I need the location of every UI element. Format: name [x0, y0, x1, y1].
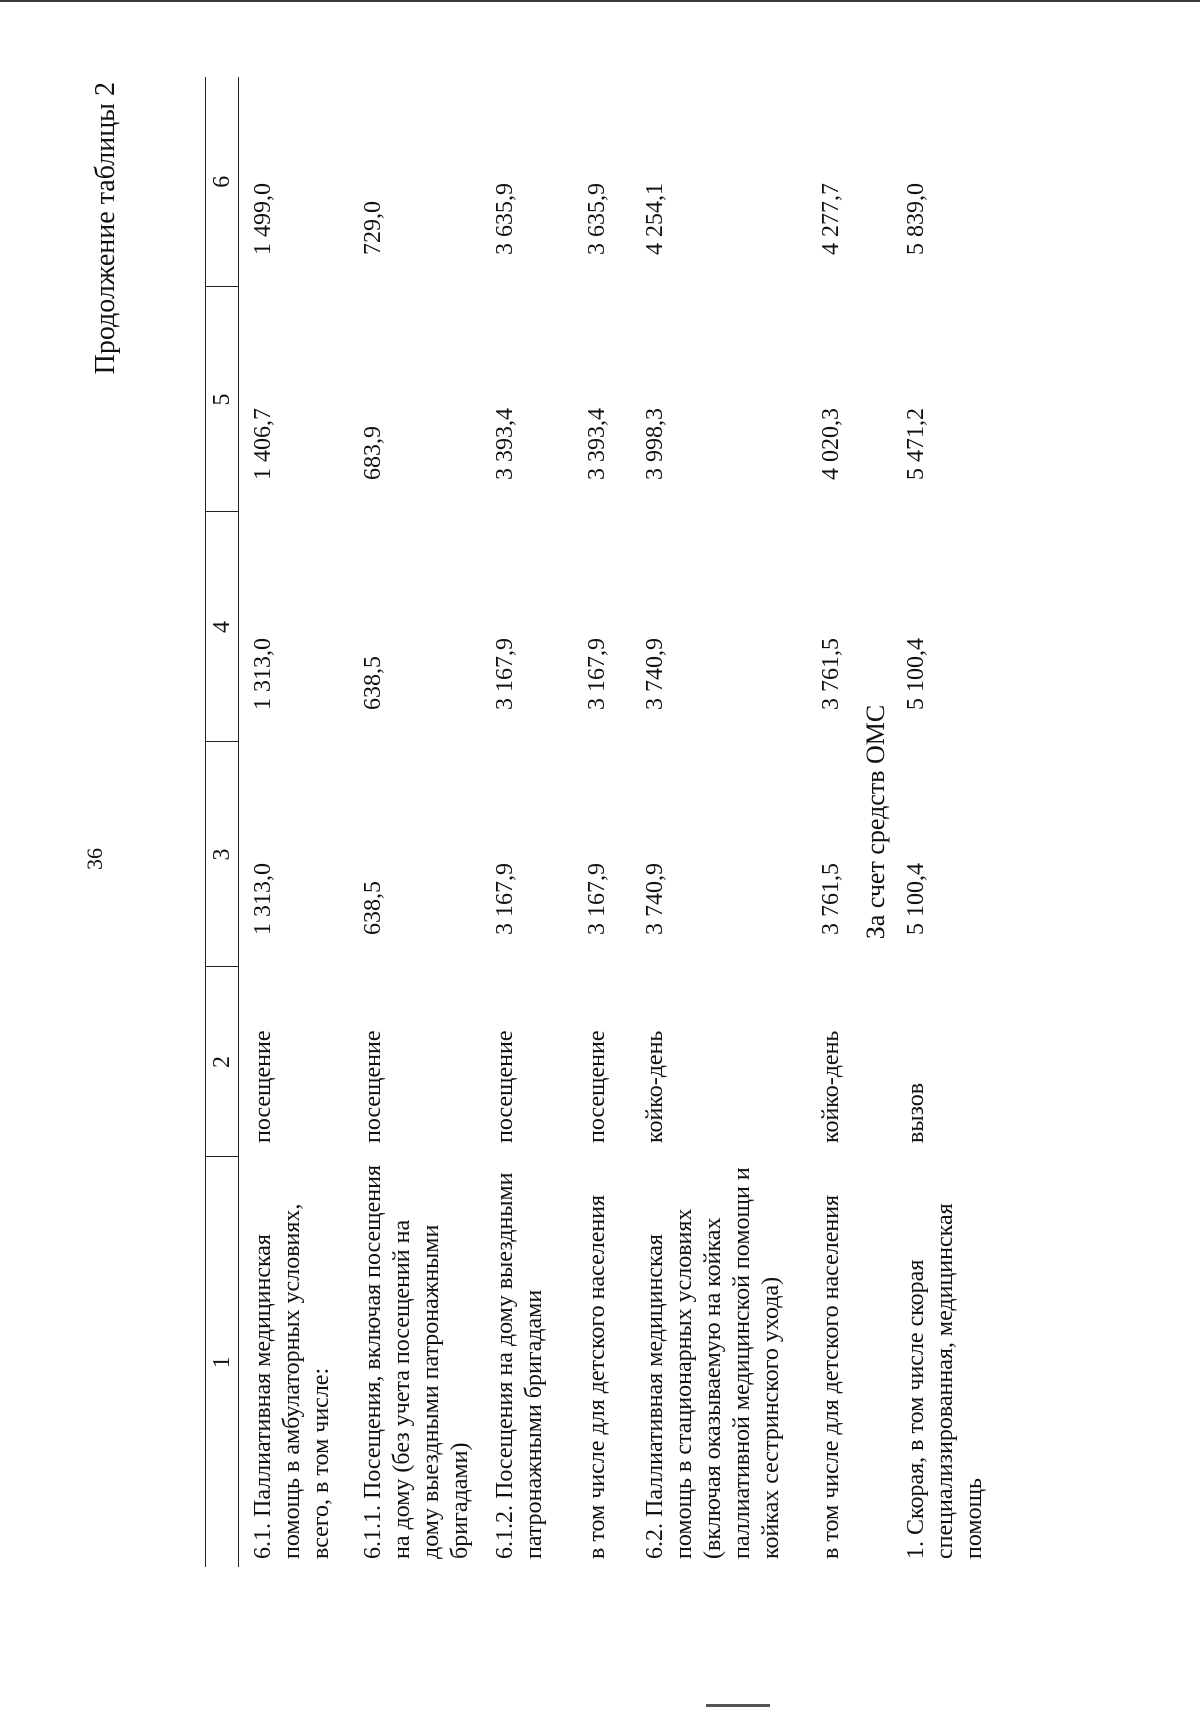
- table-row: [481, 77, 573, 1567]
- tariff-table: [205, 77, 995, 1567]
- row-value-5: 683,9: [359, 426, 386, 480]
- row-value-6: 3 635,9: [583, 183, 610, 255]
- row-value-6: 3 635,9: [491, 183, 518, 255]
- row-unit: посещение: [491, 1030, 518, 1143]
- section-title: За счет средств ОМС: [860, 704, 890, 940]
- row-unit: вызов: [902, 1082, 929, 1143]
- header-col-6: 6: [206, 77, 239, 287]
- row-value-5: 3 998,3: [641, 408, 668, 480]
- header-col-1: 1: [206, 1157, 239, 1567]
- row-unit: койко-день: [817, 1030, 844, 1143]
- row-unit: койко-день: [641, 1030, 668, 1143]
- page-number: 36: [82, 848, 107, 870]
- row-value-5: 1 406,7: [250, 408, 276, 480]
- row-value-3: 3 167,9: [583, 863, 610, 935]
- table-row: [807, 77, 857, 1567]
- row-name: 6.1. Паллиативная медицинская помощь в амбулаторных условиях, всего, в том числе:: [250, 1203, 334, 1559]
- row-value-3: 1 313,0: [250, 863, 276, 935]
- table-row: [573, 77, 631, 1567]
- row-value-4: 3 167,9: [491, 638, 518, 710]
- row-name: в том числе для детского населения: [817, 1194, 844, 1559]
- row-name: 6.1.2. Посещения на дому выездными патронажными бригадами: [491, 1172, 547, 1559]
- header-col-5: 5: [206, 287, 239, 512]
- row-value-4: 5 100,4: [902, 638, 929, 710]
- row-value-4: 638,5: [359, 656, 386, 710]
- row-value-6: 4 254,1: [641, 183, 668, 255]
- table-row: [239, 77, 349, 1567]
- row-value-5: 3 393,4: [583, 408, 610, 480]
- row-value-3: 5 100,4: [902, 863, 929, 935]
- header-col-4: 4: [206, 512, 239, 742]
- row-value-3: 3 761,5: [817, 863, 844, 935]
- row-value-4: 3 761,5: [817, 638, 844, 710]
- row-value-3: 638,5: [359, 881, 386, 935]
- row-unit: посещение: [250, 1030, 276, 1143]
- header-col-2: 2: [206, 967, 239, 1157]
- row-value-6: 729,0: [359, 201, 386, 255]
- row-value-6: 4 277,7: [817, 183, 844, 255]
- row-value-4: 3 740,9: [641, 638, 668, 710]
- header-row: [206, 77, 239, 1567]
- row-value-5: 5 471,2: [902, 408, 929, 480]
- row-value-3: 3 167,9: [491, 863, 518, 935]
- section-row: [857, 77, 892, 1567]
- row-value-6: 1 499,0: [250, 183, 276, 255]
- continuation-label: Продолжение таблицы 2: [90, 82, 121, 375]
- row-value-5: 4 020,3: [817, 408, 844, 480]
- row-name: в том числе для детского населения: [583, 1194, 610, 1559]
- row-value-3: 3 740,9: [641, 863, 668, 935]
- row-unit: посещение: [359, 1030, 386, 1143]
- row-name: 1. Скорая, в том числе скорая специализированная, медицинская помощь: [902, 1203, 987, 1559]
- row-unit: посещение: [583, 1030, 610, 1143]
- header-col-3: 3: [206, 742, 239, 967]
- row-value-4: 1 313,0: [250, 638, 276, 710]
- row-value-4: 3 167,9: [583, 638, 610, 710]
- row-value-5: 3 393,4: [491, 408, 518, 480]
- table-row: [349, 77, 481, 1567]
- table-row: [631, 77, 807, 1567]
- row-value-6: 5 839,0: [902, 183, 929, 255]
- table-row: [892, 77, 995, 1567]
- row-name: 6.2. Паллиативная медицинская помощь в стационарных условиях (включая оказываемую на койках паллиативной медицинской помощи и койках сестринского ухода): [641, 1167, 784, 1559]
- row-name: 6.1.1. Посещения, включая посещения на дому (без учета посещений на дому выездными патронажными бригадами): [359, 1164, 473, 1559]
